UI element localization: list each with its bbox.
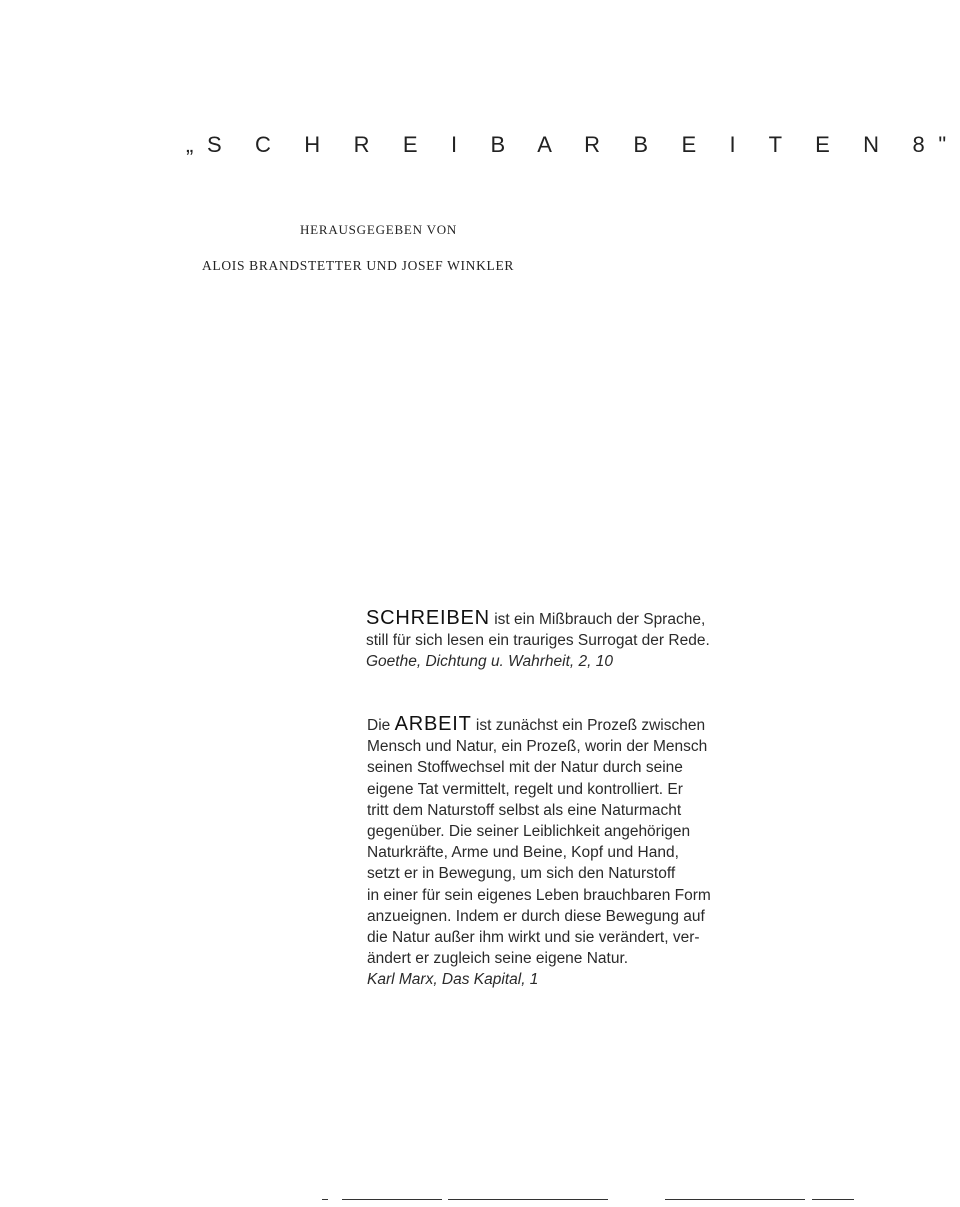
marx-quote (367, 714, 711, 991)
quote-text: ist ein Mißbrauch der Sprache, (489, 611, 706, 628)
quote-line: in einer für sein eigenes Leben brauchbaren Form (367, 886, 711, 904)
quote-line (366, 608, 710, 630)
scan-edge-mark (342, 1199, 442, 1200)
quote-line: die Natur außer ihm wirkt und sie verändert, ver- (367, 929, 700, 947)
quote-text: Die (367, 717, 395, 734)
quote-line: gegenüber. Die seiner Leiblichkeit angehörigen (367, 823, 691, 841)
quote-line: still für sich lesen ein trauriges Surrogat der Rede. (366, 632, 710, 650)
quote-source: Karl Marx, Das Kapital, 1 (367, 971, 539, 989)
quote-text: ist zunächst ein Prozeß zwischen (471, 717, 706, 734)
quote-line: anzueignen. Indem er durch diese Bewegung auf (367, 907, 705, 925)
quote-line: eigene Tat vermittelt, regelt und kontrolliert. Er (367, 780, 683, 798)
quote-line: seinen Stoffwechsel mit der Natur durch seine (367, 759, 683, 777)
scan-edge-mark (448, 1199, 608, 1200)
quote-line: tritt dem Naturstoff selbst als eine Naturmacht (367, 801, 682, 819)
quote-line: setzt er in Bewegung, um sich den Naturstoff (367, 865, 676, 883)
quote-lead-word: SCHREIBEN (366, 607, 490, 629)
scan-edge-mark (665, 1199, 805, 1200)
editors-label: HERAUSGEGEBEN VON (300, 222, 458, 237)
quote-source: Goethe, Dichtung u. Wahrheit, 2, 10 (366, 653, 614, 671)
scan-edge-mark (812, 1199, 854, 1200)
quote-line: Mensch und Natur, ein Prozeß, worin der Mensch (367, 738, 708, 756)
quote-line: Naturkräfte, Arme und Beine, Kopf und Hand, (367, 844, 679, 862)
quote-lead-word: ARBEIT (394, 713, 472, 735)
goethe-quote (366, 608, 710, 673)
quote-line (367, 714, 711, 736)
scan-edge-mark (322, 1199, 328, 1200)
book-title: „S C H R E I B A R B E I T E N 8" (186, 132, 960, 157)
editors-names: ALOIS BRANDSTETTER UND JOSEF WINKLER (202, 258, 515, 273)
quote-line: ändert er zugleich seine eigene Natur. (367, 950, 629, 968)
